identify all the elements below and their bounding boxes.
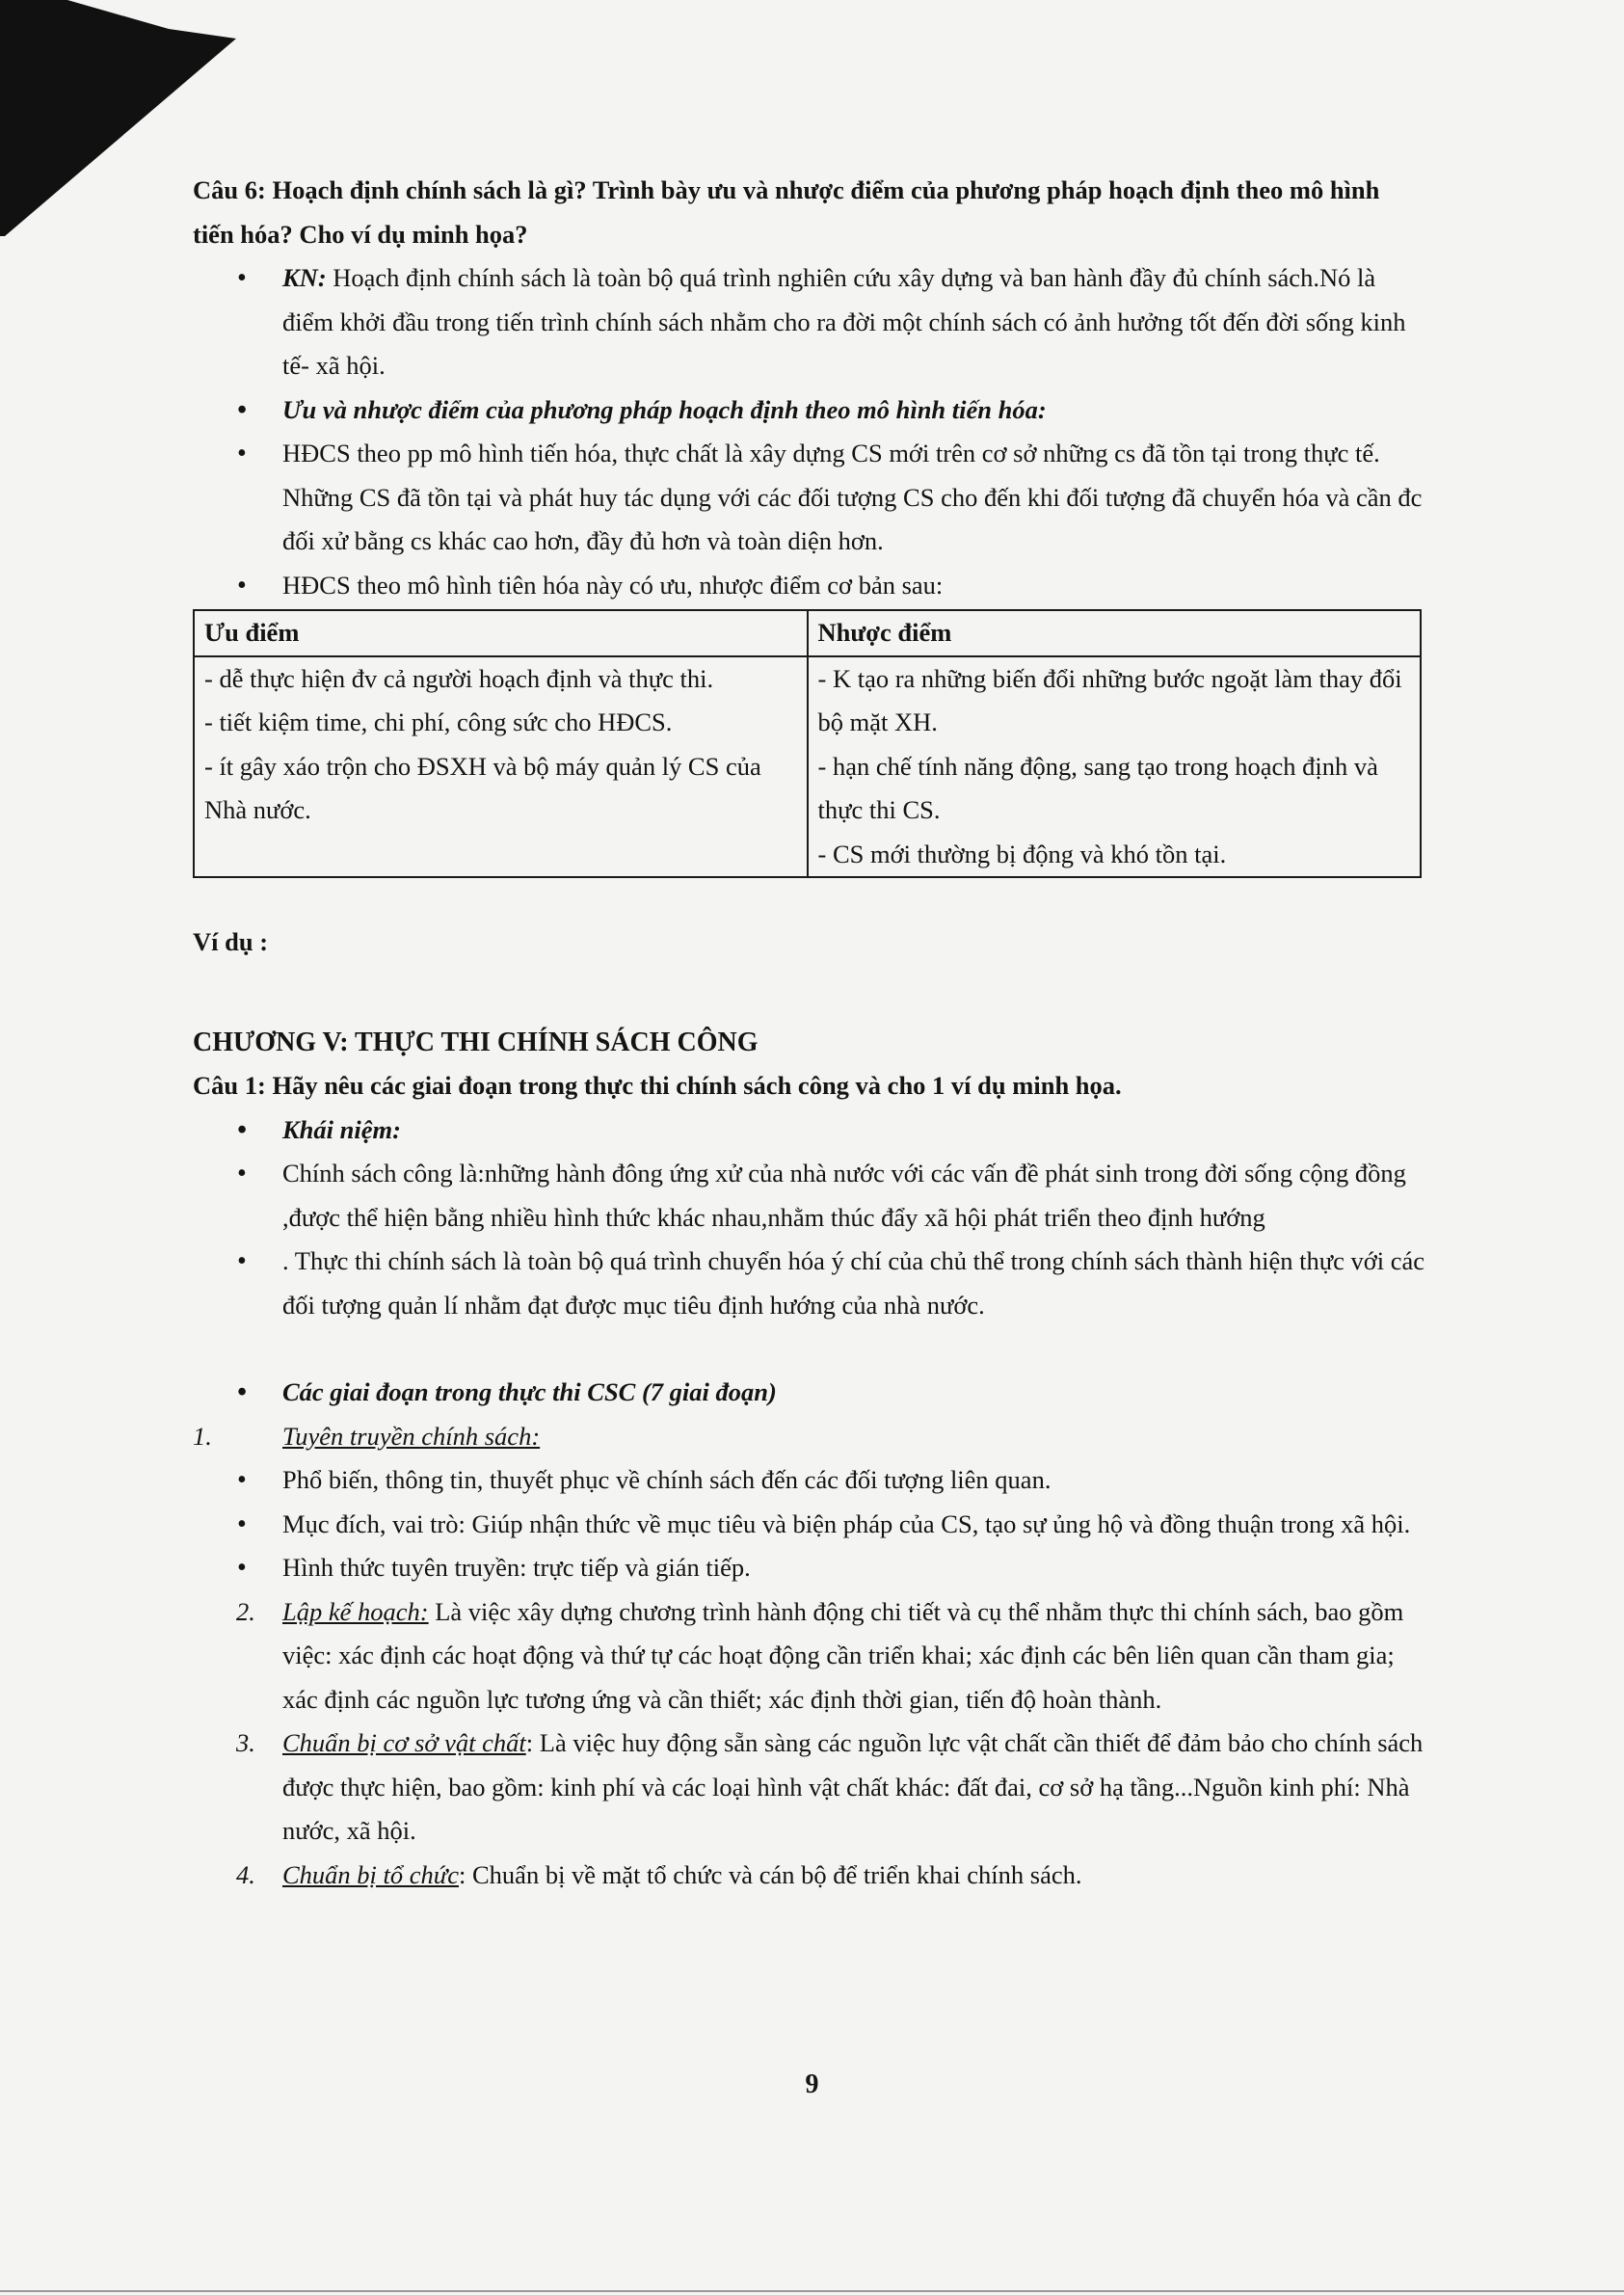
page-body xyxy=(193,169,1426,1897)
chapter-5-title: CHƯƠNG V: THỰC THI CHÍNH SÁCH CÔNG xyxy=(193,1027,759,1057)
step-1 xyxy=(193,1415,1426,1459)
disadvantages-cell xyxy=(808,656,1422,878)
scan-bottom-edge xyxy=(0,2290,1624,2292)
step-1-bullets xyxy=(193,1458,1426,1590)
kn-text: Hoạch định chính sách là toàn bộ quá trình nghiên cứu xây dựng và ban hành đầy đủ chính sách.Nó là điểm khởi đầu trong tiến trình chính sách nhằm cho ra đời một chính sách có ảnh hưởng tốt đến đời sống kinh tế- xã hội. xyxy=(282,263,1406,380)
hdcs-bullet: • HĐCS theo pp mô hình tiến hóa, thực chất là xây dựng CS mới trên cơ sở những cs đã tồn tại trong thực tế. Những CS đã tồn tại và phát huy tác dụng với các đối tượng CS cho đến khi đối tượng đã chuyển hóa và cần đc đối xử bằng cs khác cao hơn, đầy đủ hơn và toàn diện hơn. xyxy=(193,432,1426,564)
concept-list xyxy=(193,1108,1426,1328)
table-header-disadvantages: Nhược điểm xyxy=(808,610,1422,656)
step-3-title: Chuẩn bị cơ sở vật chất xyxy=(282,1728,526,1757)
stages-heading: • Các giai đoạn trong thực thi CSC (7 giai đoạn) xyxy=(193,1371,1426,1415)
pros-cons-table xyxy=(193,609,1422,878)
table-header-advantages: Ưu điểm xyxy=(194,610,808,656)
kn-bullet xyxy=(193,256,1426,388)
stages-list xyxy=(193,1371,1426,1415)
step-4 xyxy=(193,1854,1426,1898)
step-2-text: Là việc xây dựng chương trình hành động chi tiết và cụ thể nhằm thực thi chính sách, bao gồm việc: xác định các hoạt động và thứ tự các hoạt động cần triển khai; xác định các bên liên quan cần tham gia; xác định các nguồn lực tương ứng và cần thiết; xác định thời gian, tiến độ hoàn thành. xyxy=(282,1596,1404,1714)
step-1-bullet: • Phổ biến, thông tin, thuyết phục về chính sách đến các đối tượng liên quan. xyxy=(193,1458,1426,1503)
question-6-list xyxy=(193,256,1426,607)
step-4-text: : Chuẩn bị về mặt tổ chức và cán bộ để triển khai chính sách. xyxy=(459,1859,1082,1889)
step-1-title: Tuyên truyền chính sách: xyxy=(282,1421,541,1451)
advantage-item: - ít gây xáo trộn cho ĐSXH và bộ máy quản lý CS của Nhà nước. xyxy=(204,751,761,824)
example-label: Ví dụ : xyxy=(193,927,269,956)
concept-label: • Khái niệm: xyxy=(193,1108,1426,1153)
step-2-title: Lập kế hoạch: xyxy=(282,1596,429,1626)
step-4-number: 4. xyxy=(236,1859,255,1889)
page-number: 9 xyxy=(805,2069,819,2099)
advantages-cell xyxy=(194,656,808,878)
pros-cons-subheading: • Ưu và nhược điểm của phương pháp hoạch định theo mô hình tiến hóa: xyxy=(193,388,1426,433)
table-row xyxy=(194,656,1421,878)
disadvantage-item: - hạn chế tính năng động, sang tạo trong hoạch định và thực thi CS. xyxy=(817,751,1378,824)
step-4-title: Chuẩn bị tổ chức xyxy=(282,1859,460,1889)
kn-label: KN: xyxy=(282,263,327,292)
step-3-text: : Là việc huy động sẵn sàng các nguồn lực vật chất cần thiết để đảm bảo cho chính sách được thực hiện, bao gồm: kinh phí và các loại hình vật chất khác: đất đai, cơ sở hạ tầng...Nguồn kinh phí: Nhà nước, xã hội. xyxy=(282,1728,1424,1845)
disadvantage-item: - CS mới thường bị động và khó tồn tại. xyxy=(817,839,1227,868)
step-2 xyxy=(193,1590,1426,1722)
concept-public-policy: • Chính sách công là:những hành đông ứng xử của nhà nước với các vấn đề phát sinh trong đời sống cộng đồng ,được thể hiện bằng nhiều hình thức khác nhau,nhằm thúc đẩy xã hội phát triển theo định hướng xyxy=(193,1152,1426,1240)
concept-implementation: • . Thực thi chính sách là toàn bộ quá trình chuyển hóa ý chí của chủ thể trong chính sách thành hiện thực với các đối tượng quản lí nhằm đạt được mục tiêu định hướng của nhà nước. xyxy=(193,1240,1426,1327)
step-3-number: 3. xyxy=(236,1728,255,1757)
disadvantage-item: - K tạo ra những biến đổi những bước ngoặt làm thay đổi bộ mặt XH. xyxy=(817,663,1402,736)
table-header-row xyxy=(194,610,1421,656)
step-1-bullet: • Mục đích, vai trò: Giúp nhận thức về mục tiêu và biện pháp của CS, tạo sự ủng hộ và đồng thuận trong xã hội. xyxy=(193,1503,1426,1547)
hdcs-intro-bullet: • HĐCS theo mô hình tiên hóa này có ưu, nhược điểm cơ bản sau: xyxy=(193,564,1426,608)
spacer xyxy=(193,1327,1426,1371)
question-6-title: Câu 6: Hoạch định chính sách là gì? Trình bày ưu và nhược điểm của phương pháp hoạch định theo mô hình tiến hóa? Cho ví dụ minh họa? xyxy=(193,175,1380,249)
advantage-item: - dễ thực hiện đv cả người hoạch định và thực thi. xyxy=(204,663,714,693)
step-2-number: 2. xyxy=(236,1596,255,1626)
step-1-number: 1. xyxy=(193,1421,212,1451)
chapter-5-question-1: Câu 1: Hãy nêu các giai đoạn trong thực thi chính sách công và cho 1 ví dụ minh họa. xyxy=(193,1071,1122,1100)
step-3 xyxy=(193,1721,1426,1854)
advantage-item: - tiết kiệm time, chi phí, công sức cho HĐCS. xyxy=(204,707,673,736)
step-1-bullet: • Hình thức tuyên truyền: trực tiếp và gián tiếp. xyxy=(193,1546,1426,1590)
